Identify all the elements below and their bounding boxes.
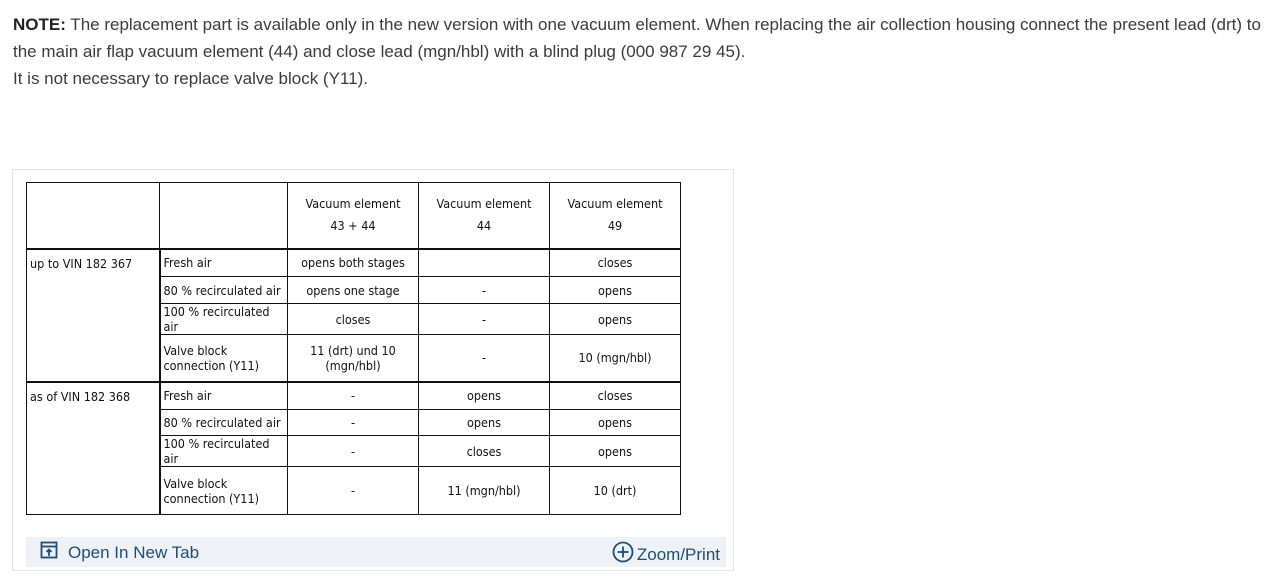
value-cell: closes <box>550 382 681 410</box>
plus-circle-icon <box>612 541 634 568</box>
mode-cell: Fresh air <box>160 382 288 410</box>
value-cell: - <box>419 335 550 382</box>
value-cell: closes <box>550 249 681 277</box>
header-empty-cell <box>27 183 160 249</box>
note-label: NOTE: <box>13 15 66 34</box>
value-cell: 11 (mgn/hbl) <box>419 467 550 515</box>
group-label-up-to-vin: up to VIN 182 367 <box>27 249 160 382</box>
value-cell: opens <box>550 410 681 436</box>
note-text: The replacement part is available only in the new version with one vacuum element. When replacing the air collection housing connect the present lead (drt) to the main air flap vacuum element (44) and close lead (mgn/hbl) with a blind plug (000 987 29 45). <box>13 15 1261 61</box>
value-cell <box>419 249 550 277</box>
value-cell: - <box>288 467 419 515</box>
value-cell: opens both stages <box>288 249 419 277</box>
mode-cell: 80 % recirculated air <box>160 277 288 304</box>
table-header-row <box>27 183 681 249</box>
mode-cell: Valve block connection (Y11) <box>160 467 288 515</box>
table-row <box>27 382 681 410</box>
value-cell: closes <box>419 436 550 467</box>
mode-cell: Valve block connection (Y11) <box>160 335 288 382</box>
value-cell: opens <box>419 410 550 436</box>
table-image <box>26 182 718 532</box>
mode-cell: 100 % recirculated air <box>160 436 288 467</box>
value-cell: - <box>288 382 419 410</box>
value-cell: closes <box>288 304 419 335</box>
value-cell: 11 (drt) und 10 (mgn/hbl) <box>288 335 419 382</box>
figure-card <box>12 169 734 571</box>
header-vacuum-43-44: Vacuum element 43 + 44 <box>288 183 419 249</box>
mode-cell: Fresh air <box>160 249 288 277</box>
header-vacuum-49: Vacuum element 49 <box>550 183 681 249</box>
zoom-print-link[interactable] <box>612 541 720 568</box>
value-cell: opens <box>550 436 681 467</box>
value-cell: 10 (drt) <box>550 467 681 515</box>
value-cell: opens <box>550 277 681 304</box>
group-label-as-of-vin: as of VIN 182 368 <box>27 382 160 515</box>
header-empty-cell <box>160 183 288 249</box>
value-cell: - <box>419 277 550 304</box>
note-paragraph <box>13 11 1263 92</box>
value-cell: - <box>288 410 419 436</box>
value-cell: opens <box>550 304 681 335</box>
value-cell: - <box>288 436 419 467</box>
mode-cell: 100 % recirculated air <box>160 304 288 335</box>
figure-footer <box>26 537 726 567</box>
note-text-2: It is not necessary to replace valve block (Y11). <box>13 69 368 88</box>
open-in-new-tab-link[interactable] <box>40 541 199 564</box>
mode-cell: 80 % recirculated air <box>160 410 288 436</box>
value-cell: opens one stage <box>288 277 419 304</box>
value-cell: 10 (mgn/hbl) <box>550 335 681 382</box>
value-cell: opens <box>419 382 550 410</box>
zoom-print-label: Zoom/Print <box>636 544 720 564</box>
value-cell: - <box>419 304 550 335</box>
table-row <box>27 249 681 277</box>
header-vacuum-44: Vacuum element 44 <box>419 183 550 249</box>
open-in-new-tab-label: Open In New Tab <box>68 542 200 562</box>
vacuum-element-table <box>26 182 681 515</box>
open-new-tab-icon <box>40 541 58 564</box>
